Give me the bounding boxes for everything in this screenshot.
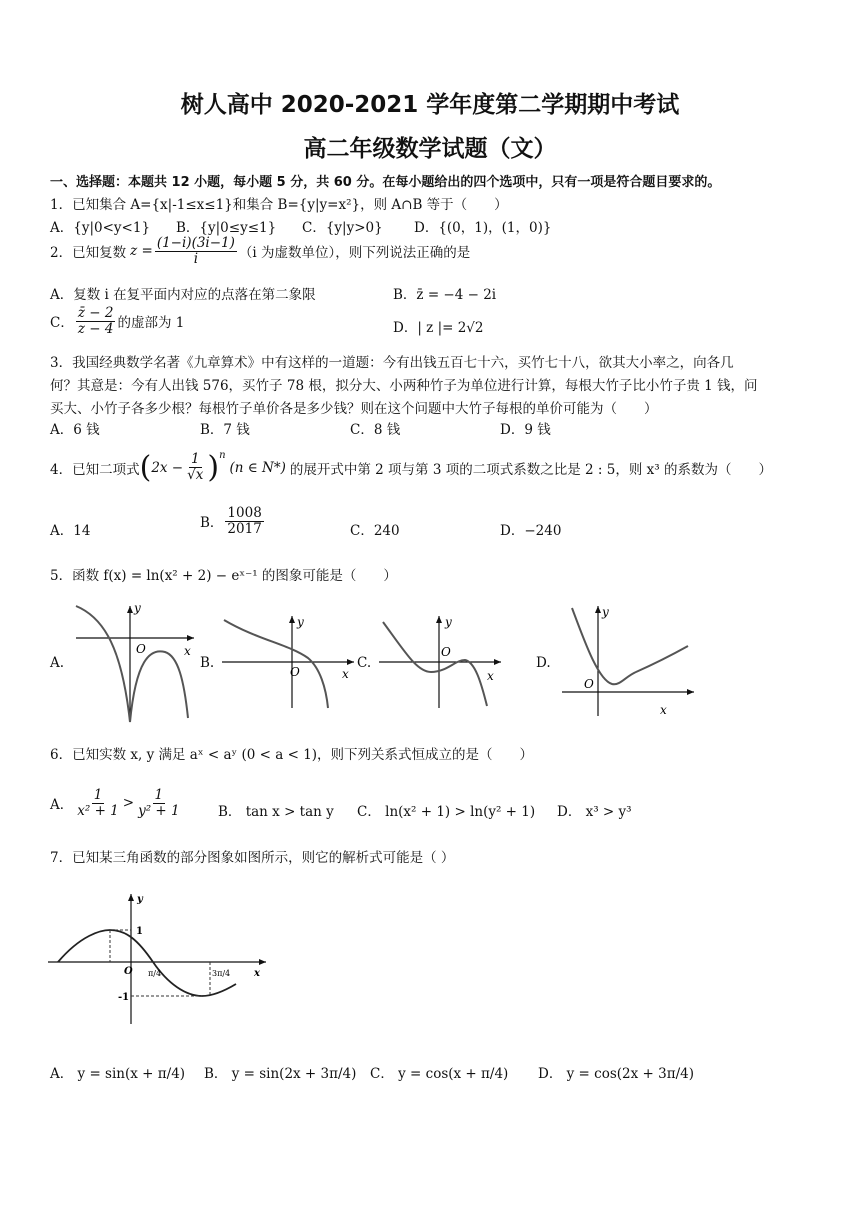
q6-a-op: > (122, 795, 135, 812)
svg-text:O: O (136, 642, 146, 656)
q2-c-tail: 的虚部为 1 (117, 315, 185, 332)
svg-text:O: O (290, 665, 300, 679)
svg-text:y: y (297, 615, 304, 629)
q2-suffix: （i 为虚数单位），则下列说法正确的是 (238, 245, 471, 262)
svg-text:O: O (124, 966, 133, 977)
q4-exponent: n (219, 450, 226, 461)
q4-b-fraction (225, 506, 263, 537)
svg-text:O: O (441, 645, 451, 659)
q2-prefix: 2．已知复数 (50, 245, 127, 262)
svg-text:x: x (342, 667, 349, 681)
svg-text:y: y (134, 601, 141, 615)
q6-a-label: A． (50, 797, 74, 814)
q2-c-numerator: z̄ − 2 (77, 305, 114, 321)
q6-option-d: D． x³ > y³ (557, 804, 632, 820)
q4-b-label: B． (200, 515, 224, 532)
q4-prefix: 4．已知二项式 (50, 461, 140, 478)
q7-option-b: B． y = sin(2x + 3π/4) (204, 1066, 357, 1082)
svg-text:π/4: π/4 (148, 969, 162, 978)
q3-line3: 买大、小竹子各多少根？每根竹子单价各是多少钱？则在这个问题中大竹子每根的单价可能为（ ） (50, 401, 658, 417)
q6-option-b: B． tan x > tan y (218, 804, 334, 820)
q5-stem: 5．函数 f(x) = ln(x² + 2) − eˣ⁻¹ 的图象可能是（ ） (50, 568, 397, 584)
svg-text:O: O (584, 677, 594, 691)
q4-option-c: C．240 (350, 523, 400, 539)
svg-text:x: x (254, 968, 260, 979)
q3-option-b: B．7 钱 (200, 422, 250, 438)
q3-option-a: A．6 钱 (50, 422, 100, 438)
svg-text:y: y (137, 894, 143, 905)
svg-text:x: x (184, 644, 191, 658)
q2-denominator: i (193, 250, 199, 267)
q5-graph-b (218, 612, 358, 712)
q7-option-d: D． y = cos(2x + 3π/4) (538, 1066, 694, 1082)
q2-numerator: (1−i)(3i−1) (156, 235, 235, 251)
q1-option-c: C．{y|y>0} (302, 220, 383, 236)
q6-a-den-2: y² + 1 (138, 802, 180, 819)
q1-option-d: D．{(0，1)，(1，0)} (414, 220, 552, 236)
q5-label-b: B. (200, 655, 215, 671)
exam-subtitle: 高二年级数学试题（文） (303, 136, 557, 162)
q5-label-a: A. (50, 655, 65, 671)
q4-condition: (n ∈ N*) (229, 459, 286, 476)
q7-graph (46, 890, 272, 1026)
q4-stem: 4．已知二项式 ( 2x − $\frac{1}{√x}$ ) n (n ∈ N*) 的展开式中第 2 项与第 3 项的二项式系数之比是 2 : 5，则 x³ 的系数为（ ） (50, 450, 772, 485)
q6-a-num-2: 1 (154, 787, 164, 803)
svg-text:x: x (660, 703, 667, 717)
svg-text:x: x (487, 669, 494, 683)
q6-a-den-1: x² + 1 (77, 802, 119, 819)
q6-a-num-1: 1 (93, 787, 103, 803)
q6-a-fraction-1 (75, 788, 121, 819)
q2-option-b: B．z̄ = −4 − 2i (393, 287, 497, 303)
q4-option-b (200, 506, 266, 537)
svg-text:-1: -1 (118, 992, 130, 1003)
q2-fraction (155, 236, 237, 267)
q2-c-denominator: z − 4 (77, 320, 114, 337)
section-heading: 一、选择题：本题共 12 小题，每小题 5 分，共 60 分。在每小题给出的四个选项中，只有一项是符合题目要求的。 (50, 175, 721, 190)
q6-a-fraction-2 (136, 788, 182, 819)
q7-stem: 7．已知某三角函数的部分图象如图所示，则它的解析式可能是（ ） (50, 850, 455, 866)
q2-z-eq: z = (130, 243, 153, 260)
q2-stem (50, 236, 470, 267)
q5-label-c: C. (357, 655, 372, 671)
q4-option-a: A．14 (50, 523, 91, 539)
q6-option-a (50, 788, 184, 819)
q2-option-d: D．| z |= 2√2 (393, 320, 484, 336)
q7-option-a: A． y = sin(x + π/4) (50, 1066, 186, 1082)
svg-text:y: y (602, 605, 609, 619)
q1-option-b: B．{y|0≤y≤1} (176, 220, 277, 236)
q1-option-a: A．{y|0<y<1} (50, 220, 151, 236)
q6-stem: 6．已知实数 x, y 满足 aˣ < aʸ (0 < a < 1)，则下列关系式恒成立的是（ ） (50, 747, 534, 763)
q1-stem: 1．已知集合 A={x|-1≤x≤1}和集合 B={y|y=x²}，则 A∩B 等于（ ） (50, 197, 508, 213)
q3-option-c: C．8 钱 (350, 422, 401, 438)
q3-option-d: D．9 钱 (500, 422, 551, 438)
svg-text:y: y (445, 615, 452, 629)
q2-option-c (50, 306, 184, 337)
q6-option-c: C． ln(x² + 1) > ln(y² + 1) (357, 804, 536, 820)
q2-option-a: A．复数 i 在复平面内对应的点落在第二象限 (50, 287, 316, 303)
q4-b-denominator: 2017 (227, 520, 262, 537)
q2-c-fraction (76, 306, 116, 337)
q4-numerator: 1 (190, 451, 200, 468)
svg-text:3π/4: 3π/4 (212, 969, 231, 978)
q4-denominator: √x (187, 467, 204, 483)
q3-line1: 3．我国经典数学名著《九章算术》中有这样的一道题：今有出钱五百七十六，买竹七十八，欲其大小率之，向各几 (50, 355, 734, 371)
q5-graph-d (558, 600, 698, 720)
q4-suffix: 的展开式中第 2 项与第 3 项的二项式系数之比是 2 : 5，则 x³ 的系数为（ ） (289, 461, 772, 478)
q2-c-label: C． (50, 315, 74, 332)
exam-title: 树人高中 2020-2021 学年度第二学期期中考试 (180, 92, 680, 118)
q4-option-d: D．−240 (500, 523, 562, 539)
q7-option-c: C． y = cos(x + π/4) (370, 1066, 509, 1082)
q4-expr: 2x − (151, 459, 184, 476)
q4-fraction (185, 452, 205, 483)
q4-b-numerator: 1008 (227, 505, 262, 521)
q3-line2: 何？其意是：今有人出钱 576，买竹子 78 根，拟分大、小两种竹子为单位进行计算，每根大竹子比小竹子贵 1 钱，问 (50, 378, 758, 394)
q5-graph-c (375, 612, 505, 712)
svg-text:1: 1 (136, 926, 143, 937)
q5-graph-a (70, 600, 200, 725)
q5-label-d: D. (536, 655, 551, 671)
